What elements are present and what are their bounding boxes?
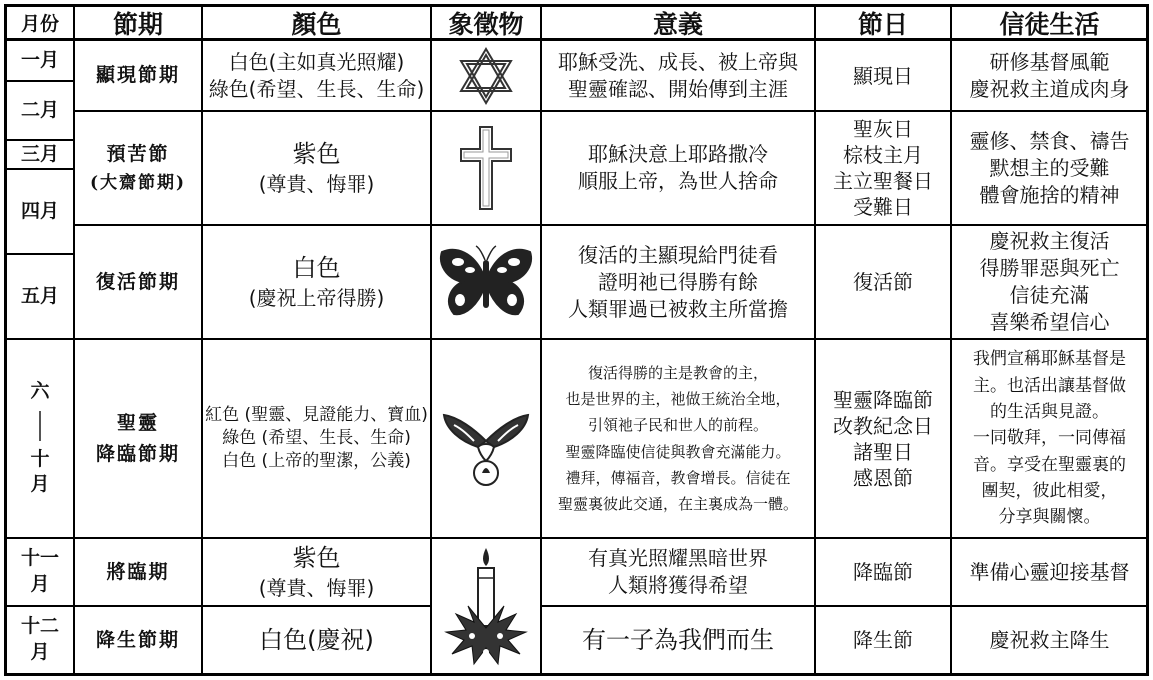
month-label: 五月 (20, 284, 59, 307)
season-color: 紫色 (尊貴、悔罪) (258, 544, 375, 600)
season-meaning: 有一子為我們而生 (582, 625, 774, 654)
month-label: 一月 (20, 48, 59, 71)
season-meaning: 耶穌決意上耶路撒冷 順服上帝，為世人捨命 (578, 142, 778, 193)
month-label: 三月 (20, 142, 59, 165)
season-name: 預苦節 (大齋節期) (89, 143, 187, 193)
season-color: 紫色 (尊貴、悔罪) (258, 140, 375, 196)
month-label: 十一 月 (20, 547, 59, 595)
season-color: 白色(主如真光照耀) 綠色(希望、生長、生命) (208, 49, 425, 101)
season-days: 降臨節 (853, 560, 913, 584)
star-of-david-icon (457, 45, 515, 107)
season-days: 聖靈降臨節 改教紀念日 諸聖日 感恩節 (833, 387, 933, 490)
butterfly-icon (436, 242, 536, 322)
month-label: 十二 月 (20, 615, 59, 663)
season-symbol (432, 226, 540, 338)
header-symbol: 象徵物 (448, 9, 524, 39)
header-color: 顏色 (291, 9, 342, 39)
month-label: 二月 (20, 98, 59, 121)
season-symbol (432, 112, 540, 224)
season-symbol (432, 539, 540, 673)
season-name: 顯現節期 (95, 64, 180, 87)
season-life: 準備心靈迎接基督 (969, 559, 1130, 584)
season-name: 復活節期 (95, 270, 180, 293)
season-days: 降生節 (853, 628, 913, 652)
season-color: 紅色 (聖靈、見證能力、寶血) 綠色 (希望、生長、生命) 白色 (上帝的聖潔，公義) (205, 405, 428, 471)
season-meaning: 復活得勝的主是教會的主， 也是世界的主，祂做王統治全地， 引領祂子民和世人的前程。 聖靈降臨使信徒與教會充滿能力。 禮拜，傳福音，教會增長。信徒在 聖靈裏彼此交通，在主裏成為一體。 (557, 363, 798, 513)
header-month: 月份 (20, 13, 59, 35)
season-days: 聖灰日 棕枝主月 主立聖餐日 受難日 (833, 117, 933, 219)
table-border-bottom (4, 673, 1149, 676)
cross-icon (459, 123, 513, 213)
season-life: 研修基督風範 慶祝救主道成肉身 (969, 49, 1130, 101)
season-symbol (432, 41, 540, 110)
month-label: 四月 (20, 199, 59, 222)
season-name: 降生節期 (95, 628, 180, 651)
season-name: 將臨期 (106, 560, 170, 583)
header-days: 節日 (857, 9, 908, 39)
season-color: 白色 (慶祝上帝得勝) (248, 254, 385, 310)
season-life: 慶祝救主降生 (989, 627, 1110, 652)
season-days: 顯現日 (853, 63, 913, 88)
header-meaning: 意義 (652, 9, 703, 39)
season-name: 聖靈 降臨節期 (95, 412, 180, 465)
dove-icon (438, 389, 534, 489)
season-meaning: 復活的主顯現給門徒看 證明祂已得勝有餘 人類罪過已被救主所當擔 (568, 242, 788, 321)
season-meaning: 耶穌受洗、成長、被上帝與 聖靈確認、開始傳到主涯 (558, 49, 798, 101)
season-meaning: 有真光照耀黑暗世界 人類將獲得希望 (588, 546, 768, 597)
season-life: 我們宣稱耶穌基督是 主。也活出讓基督做 的生活與見證。 一同敬拜，一同傳福 音。享受在聖靈裏的 團契，彼此相愛， 分享與關懷。 (973, 349, 1126, 528)
season-color: 白色(慶祝) (259, 625, 374, 654)
season-life: 慶祝救主復活 得勝罪惡與死亡 信徒充滿 喜樂希望信心 (979, 229, 1120, 334)
season-life: 靈修、禁食、禱告 默想主的受難 體會施捨的精神 (969, 128, 1130, 207)
season-symbol (432, 340, 540, 537)
header-life: 信徒生活 (999, 9, 1100, 39)
header-season: 節期 (112, 9, 163, 39)
season-days: 復活節 (853, 270, 913, 294)
advent-candle-icon (438, 542, 534, 670)
dash-divider (39, 411, 41, 441)
month-label: 六 十 月 (30, 380, 50, 496)
